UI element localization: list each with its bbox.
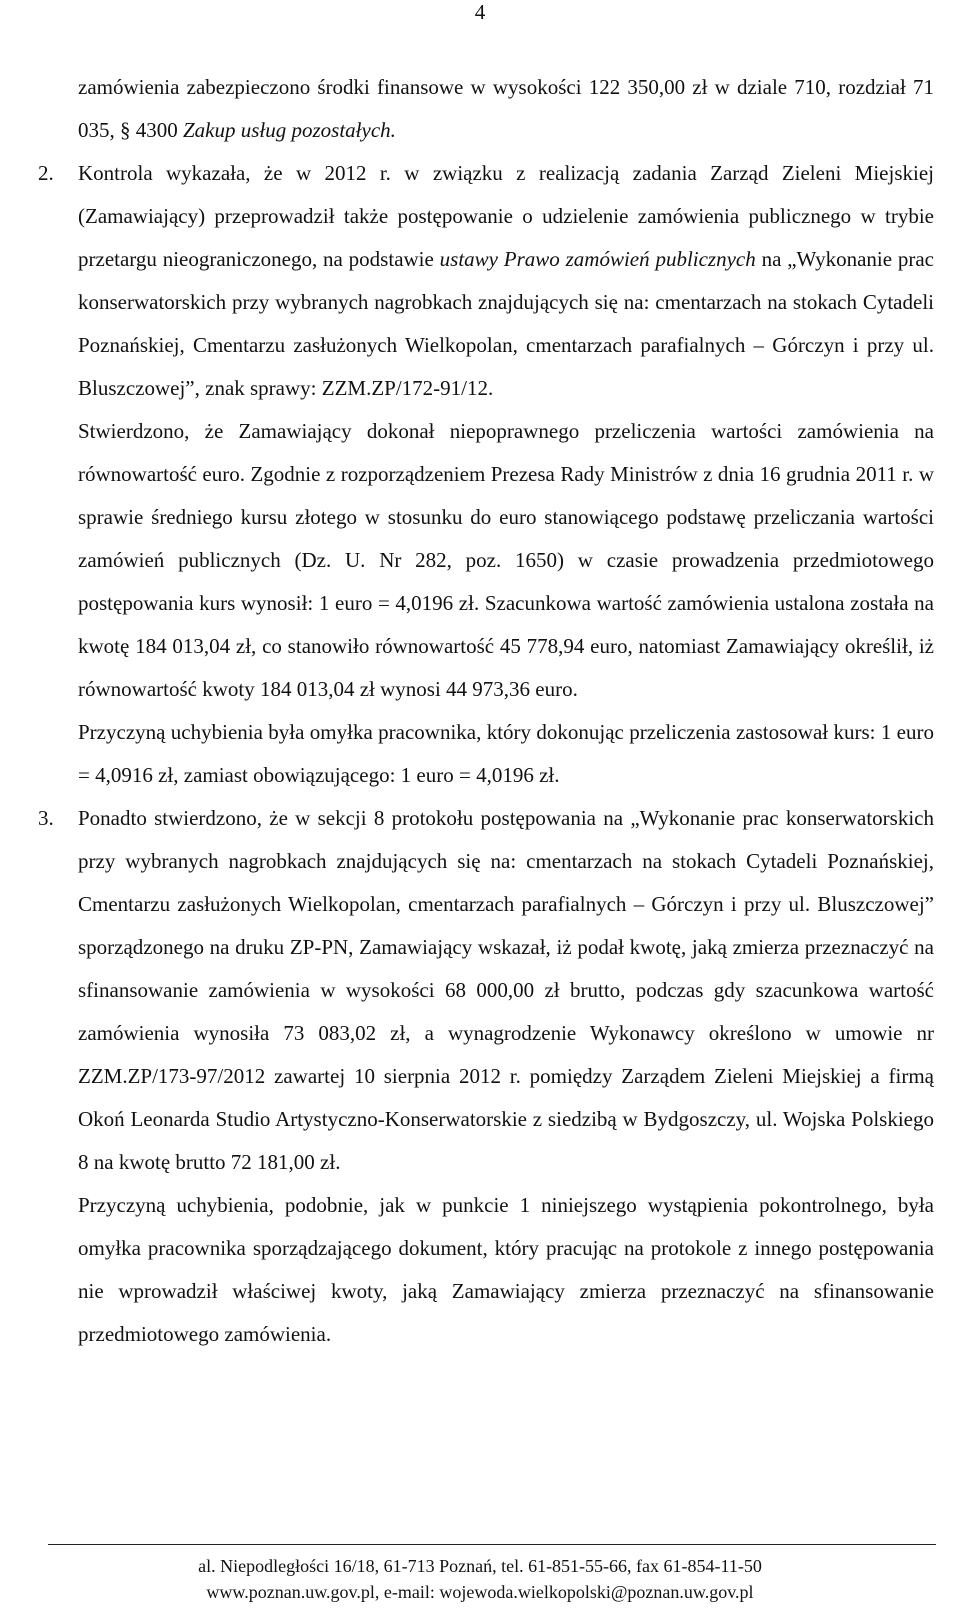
document-body [38,66,935,1356]
footer-address: al. Niepodległości 16/18, 61-713 Poznań, tel. 61-851-55-66, fax 61-854-11-50 [198,1556,762,1576]
item2-italic-law: ustawy Prawo zamówień publicznych [439,247,756,271]
footer-divider [48,1544,936,1545]
intro-italic-text: Zakup usług pozostałych. [183,118,396,142]
item3-paragraph-1: Ponadto stwierdzono, że w sekcji 8 protokołu postępowania na „Wykonanie prac konserwatorskich przy wybranych nagrobkach znajdujących się na: cmentarzach na stokach Cytadeli Poznańskiej, Cmentarzu zasłużonych Wielkopolan, cmentarzach parafialnych – Górczyn i przy ul. Bluszczowej” sporządzonego na druku ZP-PN, Zamawiający wskazał, iż podał kwotę, jaką zmierza przeznaczyć na sfinansowanie zamówienia w wysokości 68 000,00 zł brutto, podczas gdy szacunkowa wartość zamówienia wynosiła 73 083,02 zł, a wynagrodzenie Wykonawcy określono w umowie nr ZZM.ZP/173-97/2012 zawartej 10 sierpnia 2012 r. pomiędzy Zarządem Zieleni Miejskiej a firmą Okoń Leonarda Studio Artystyczno-Konserwatorskie z siedzibą w Bydgoszczy, ul. Wojska Polskiego 8 na kwotę brutto 72 181,00 zł. [78,806,934,1174]
page-footer [0,1553,960,1605]
intro-text: zamówienia zabezpieczono środki finansowe w wysokości 122 350,00 zł w dziale 710, rozdział 71 035, § 4300 [78,75,934,142]
list-item-3 [38,797,934,1356]
item2-paragraph-1 [78,152,934,410]
footer-contact: www.poznan.uw.gov.pl, e-mail: wojewoda.wielkopolski@poznan.uw.gov.pl [206,1582,754,1602]
item2-text-a: Kontrola wykazała, że w 2012 r. w związku z realizacją zadania Zarząd Zieleni Miejskiej (Zamawiający) przeprowadził także postępowanie o udzielenie zamówienia publicznego w trybie przetargu nieograniczonego, na podstawie [78,161,934,271]
item2-paragraph-2: Stwierdzono, że Zamawiający dokonał niepoprawnego przeliczenia wartości zamówienia na równowartość euro. Zgodnie z rozporządzeniem Prezesa Rady Ministrów z dnia 16 grudnia 2011 r. w sprawie średniego kursu złotego w stosunku do euro stanowiącego podstawę przeliczania wartości zamówień publicznych (Dz. U. Nr 282, poz. 1650) w czasie prowadzenia przedmiotowego postępowania kurs wynosił: 1 euro = 4,0196 zł. Szacunkowa wartość zamówienia ustalona została na kwotę 184 013,04 zł, co stanowiło równowartość 45 778,94 euro, natomiast Zamawiający określił, iż równowartość kwoty 184 013,04 zł wynosi 44 973,36 euro. [78,419,934,701]
list-item-number: 2. [38,161,54,185]
item2-paragraph-3: Przyczyną uchybienia była omyłka pracownika, który dokonując przeliczenia zastosował kurs: 1 euro = 4,0916 zł, zamiast obowiązującego: 1 euro = 4,0196 zł. [78,720,934,787]
item2-text-b: na „Wykonanie prac konserwatorskich przy wybranych nagrobkach znajdujących się na: cmentarzach na stokach Cytadeli Poznańskiej, Cmentarzu zasłużonych Wielkopolan, cmentarzach parafialnych – Górczyn i przy ul. Bluszczowej”, znak sprawy: ZZM.ZP/172-91/12. [78,247,935,400]
page-number: 4 [474,0,486,24]
list-item-number: 3. [38,806,54,830]
item3-paragraph-2: Przyczyną uchybienia, podobnie, jak w punkcie 1 niniejszego wystąpienia pokontrolnego, była omyłka pracownika sporządzającego dokument, który pracując na protokole z innego postępowania nie wprowadził właściwej kwoty, jaką Zamawiający zmierza przeznaczyć na sfinansowanie przedmiotowego zamówienia. [78,1193,934,1346]
list-item-2 [38,152,935,797]
paragraph-intro [78,66,934,152]
